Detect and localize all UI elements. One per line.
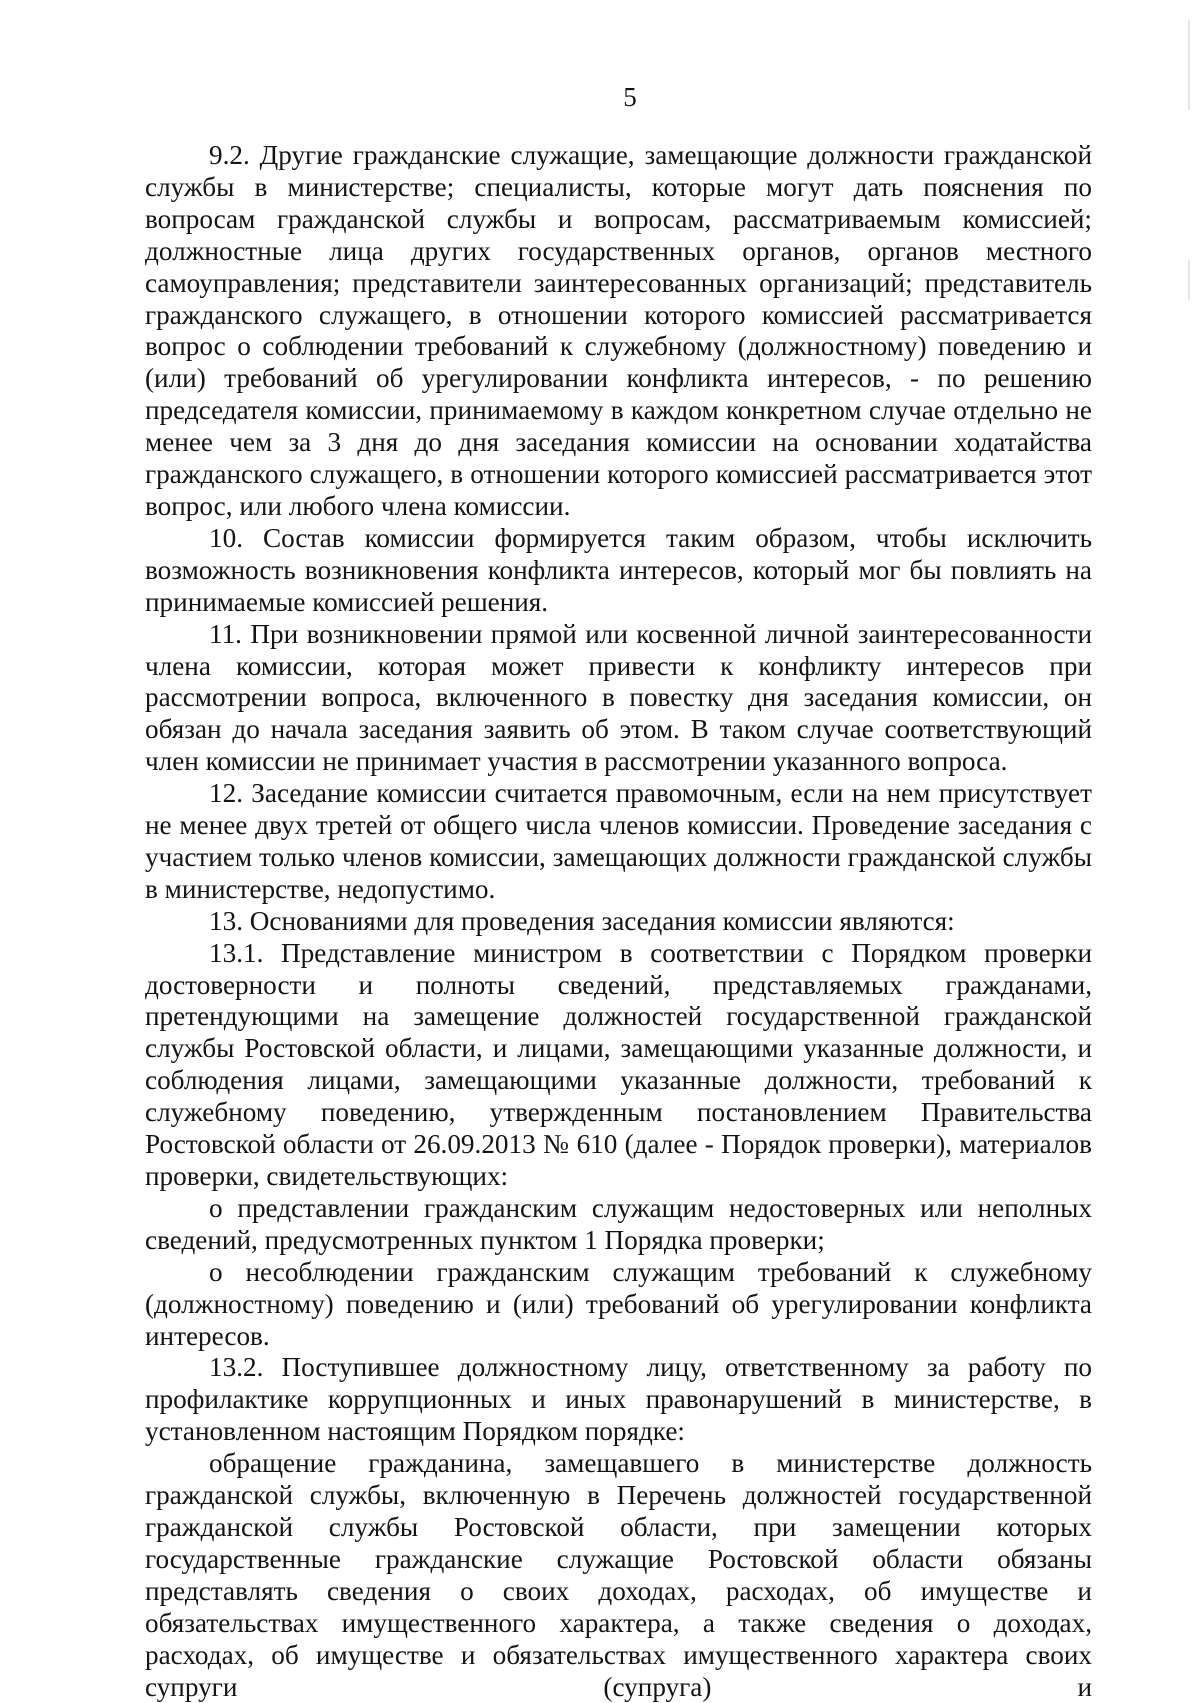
paragraph-13-2: 13.2. Поступившее должностному лицу, ответственному за работу по профилактике коррупционных и иных правонарушений в министерстве, в установленном настоящим Порядком порядке:	[145, 1352, 1092, 1447]
paragraph-11: 11. При возникновении прямой или косвенной личной заинтересованности члена комиссии, которая может привести к конфликту интересов при рассмотрении вопроса, включенного в повестку дня заседания комиссии, он обязан до начала заседания заявить об этом. В таком случае соответствующий член комиссии не принимает участия в рассмотрении указанного вопроса.	[145, 618, 1092, 777]
paragraph-13-1: 13.1. Представление министром в соответствии с Порядком проверки достоверности и полноты сведений, представляемых гражданами, претендующими на замещение должностей государственной гражданской службы Ростовской области, и лицами, замещающими указанные должности, и соблюдения лицами, замещающими указанные должности, требований к служебному поведению, утвержденным постановлением Правительства Ростовской области от 26.09.2013 № 610 (далее - Порядок проверки), материалов проверки, свидетельствующих:	[145, 937, 1092, 1191]
document-body	[145, 140, 1092, 1703]
paragraph-9-2: 9.2. Другие гражданские служащие, замещающие должности гражданской службы в министерстве; специалисты, которые могут дать пояснения по вопросам гражданской службы и вопросам, рассматриваемым комиссией; должностные лица других государственных органов, органов местного самоуправления; представители заинтересованных организаций; представитель гражданского служащего, в отношении которого комиссией рассматривается вопрос о соблюдении требований к служебному (должностному) поведению и (или) требований об урегулировании конфликта интересов, - по решению председателя комиссии, принимаемому в каждом конкретном случае отдельно не менее чем за 3 дня до дня заседания комиссии на основании ходатайства гражданского служащего, в отношении которого комиссией рассматривается этот вопрос, или любого члена комиссии.	[145, 140, 1092, 521]
paragraph-12: 12. Заседание комиссии считается правомочным, если на нем присутствует не менее двух третей от общего числа членов комиссии. Проведение заседания с участием только членов комиссии, замещающих должности гражданской службы в министерстве, недопустимо.	[145, 778, 1092, 904]
paragraph-13-2-item-1: обращение гражданина, замещавшего в министерстве должность гражданской службы, включенную в Перечень должностей государственной гражданской службы Ростовской области, при замещении которых государственные гражданские служащие Ростовской области обязаны представлять сведения о своих доходах, расходах, об имуществе и обязательствах имущественного характера, а также сведения о доходах, расходах, об имуществе и обязательствах имущественного характера своих супруги (супруга) и	[145, 1448, 1092, 1702]
paragraph-10: 10. Состав комиссии формируется таким образом, чтобы исключить возможность возникновения конфликта интересов, который мог бы повлиять на принимаемые комиссией решения.	[145, 522, 1092, 617]
scan-edge-mark-middle	[1188, 260, 1190, 300]
paragraph-13: 13. Основаниями для проведения заседания комиссии являются:	[209, 905, 955, 936]
paragraph-13-1-item-1: о представлении гражданским служащим недостоверных или неполных сведений, предусмотренных пунктом 1 Порядка проверки;	[145, 1192, 1092, 1255]
page-number: 5	[623, 82, 637, 112]
paragraph-13-1-item-2: о несоблюдении гражданским служащим требований к служебному (должностному) поведению и (или) требований об урегулировании конфликта интересов.	[145, 1256, 1092, 1351]
